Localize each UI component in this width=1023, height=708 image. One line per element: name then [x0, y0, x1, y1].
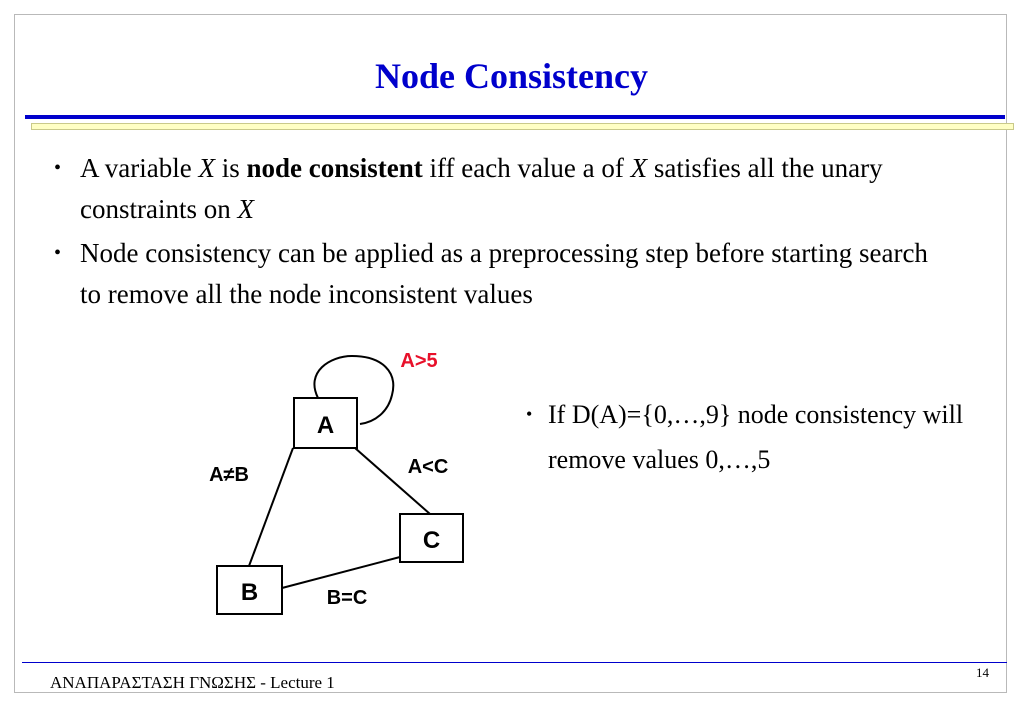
page-number: 14 [976, 665, 989, 680]
bullet1-var-1: X [198, 153, 215, 183]
edge-a-b-label: A≠B [209, 464, 249, 486]
edge-a-c-label: A<C [407, 456, 449, 478]
bullet1-text-1: A variable [80, 153, 199, 183]
bullet1-text-3: iff each value a of [422, 153, 631, 183]
bullet1-bold-term: node consistent [246, 153, 423, 183]
bullet-dot: • [54, 157, 62, 179]
edge-b-c [282, 557, 400, 588]
node-c-label: C [422, 527, 441, 554]
bullet1-text-2: is [214, 153, 247, 183]
bullet1-text-4: satisfies all the unary constraints on [80, 153, 883, 224]
node-a-label: A [316, 412, 335, 439]
edge-b-c-label: B=C [326, 587, 368, 609]
bullet-dot: • [54, 242, 62, 264]
self-constraint-label: A>5 [400, 350, 438, 372]
node-b-label: B [240, 579, 259, 606]
edge-a-b [249, 448, 293, 566]
footer-course: ΑΝΑΠΑΡΑΣΤΑΣΗ ΓΝΩΣΗΣ - Lecture 1 [50, 673, 335, 692]
bullet-item-side [526, 392, 1023, 482]
bullet1-var-3: X [237, 194, 254, 224]
bullet3-text: If D(A)={0,…,9} node consistency will remove values 0,…,5 [548, 400, 964, 474]
slide-title: Node Consistency [374, 56, 648, 96]
bullet1-var-2: X [630, 153, 648, 183]
footer-rule [22, 662, 1007, 663]
bullet-dot: • [526, 404, 533, 424]
bullet2-text: Node consistency can be applied as a preprocessing step before starting search to remove all the node inconsistent values [80, 238, 928, 309]
